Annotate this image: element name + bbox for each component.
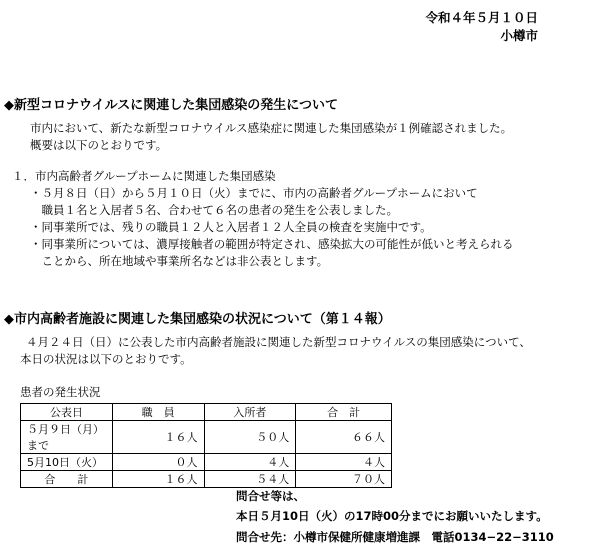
table-cell: １６人: [112, 421, 204, 454]
header-cell: 職 員: [112, 404, 204, 421]
section2-intro-line1: ４月２４日（日）に公表した市内高齢者施設に関連した新型コロナウイルスの集団感染について、: [26, 335, 531, 349]
section1-item-title: １．市内高齢者グループホームに関連した集団感染: [12, 169, 276, 183]
section1-intro-line1: 市内において、新たな新型コロナウイルス感染症に関連した集団感染が１例確認されました。: [30, 121, 513, 135]
table-cell: 5月10日（火）: [21, 454, 113, 471]
table-cell: ０人: [112, 454, 204, 471]
issuer-city: 小樽市: [500, 28, 538, 43]
table-cell: ４人: [296, 454, 392, 471]
section1-bullet-line: ・同事業所については、濃厚接触者の範囲が特定され、感染拡大の可能性が低いと考えられる: [30, 237, 514, 251]
section1-bullet-line: ことから、所在地域や事業所名などは非公表とします。: [30, 254, 329, 268]
section2-intro-line2: 本日の状況は以下のとおりです。: [20, 352, 192, 366]
table-cell: ５０人: [204, 421, 296, 454]
section2-heading: ◆市内高齢者施設に関連した集団感染の状況について（第１４報）: [4, 312, 391, 327]
header-cell: 合 計: [296, 404, 392, 421]
table-cell: ７０人: [296, 471, 392, 488]
table-cell: ６６人: [296, 421, 392, 454]
section1-bullet-line: ・同事業所では、残りの職員１２人と入居者１２人全員の検査を実施中です。: [30, 220, 432, 234]
section1-intro-line2: 概要は以下のとおりです。: [30, 138, 168, 152]
header-cell: 公表日: [21, 404, 113, 421]
contact-line2: 本日５月10日（火）の17時00分までにお願いいたします。: [236, 509, 548, 523]
contact-line3: 問合せ先：小樽市保健所健康増進課 電話0134−22−3110: [236, 530, 554, 544]
patient-status-table: [20, 403, 392, 488]
table-row: [21, 454, 392, 471]
table-caption: 患者の発生状況: [20, 385, 101, 399]
table-cell: ５月９日（月）まで: [21, 421, 113, 454]
table-row: [21, 421, 392, 454]
section1-bullet-line: 職員１名と入居者５名、合わせて６名の患者の発生を公表しました。: [30, 203, 398, 217]
table-cell: ５４人: [204, 471, 296, 488]
table-cell: ４人: [204, 454, 296, 471]
table-total-row: [21, 471, 392, 488]
table-header-row: [21, 404, 392, 421]
table-cell: １６人: [112, 471, 204, 488]
section1-bullet-line: ・５月８日（日）から５月１０日（火）までに、市内の高齢者グループホームにおいて: [30, 186, 478, 200]
document-date: 令和４年５月１０日: [425, 10, 538, 25]
table-cell: 合 計: [21, 471, 113, 488]
contact-line1: 問合せ等は、: [236, 489, 305, 503]
header-cell: 入所者: [204, 404, 296, 421]
section1-heading: ◆新型コロナウイルスに関連した集団感染の発生について: [4, 98, 338, 113]
